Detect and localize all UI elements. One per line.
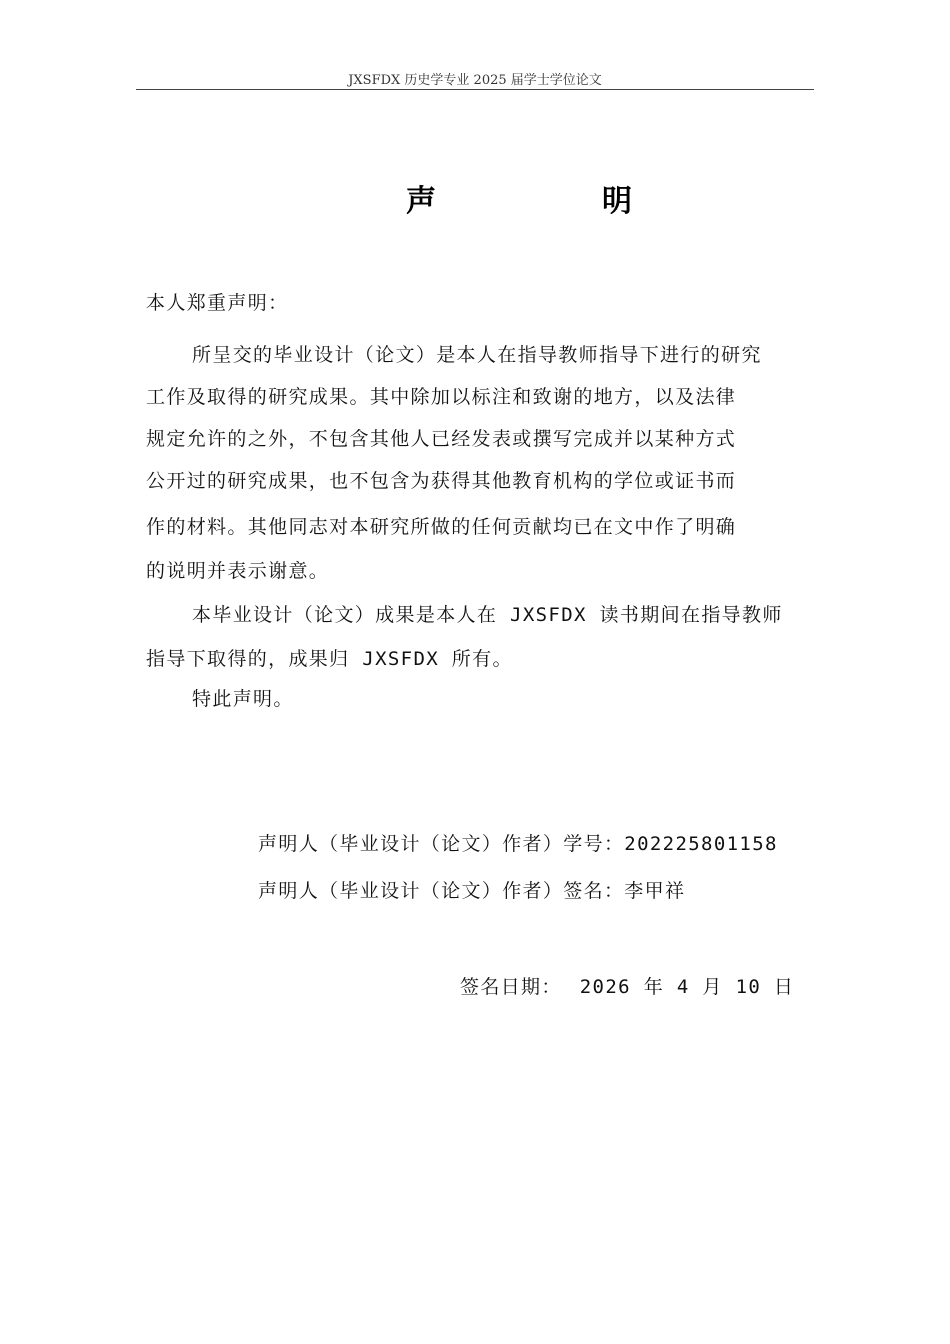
running-header: JXSFDX 历史学专业 2025 届学士学位论文 bbox=[348, 73, 602, 88]
signature-date-value: 2026 年 4 月 10 日 bbox=[579, 976, 795, 998]
signature-date-label: 签名日期： bbox=[460, 976, 562, 998]
signature-student-id: 声明人（毕业设计（论文）作者）学号：202225801158 bbox=[258, 833, 778, 855]
signature-date bbox=[460, 972, 794, 1002]
paragraph1-line: 公开过的研究成果，也不包含为获得其他教育机构的学位或证书而 bbox=[146, 470, 737, 492]
paragraph1-line: 规定允许的之外，不包含其他人已经发表或撰写完成并以某种方式 bbox=[146, 428, 737, 450]
page-title-char-1: 声 bbox=[406, 184, 436, 219]
declaration-closing: 特此声明。 bbox=[192, 688, 294, 710]
paragraph1-line: 作的材料。其他同志对本研究所做的任何贡献均已在文中作了明确 bbox=[146, 516, 737, 538]
declaration-opening: 本人郑重声明： bbox=[146, 292, 289, 314]
paragraph1-line: 的说明并表示谢意。 bbox=[146, 560, 330, 582]
header-rule bbox=[136, 89, 814, 90]
paragraph2-line: 指导下取得的，成果归 JXSFDX 所有。 bbox=[146, 648, 513, 670]
paragraph1-line: 工作及取得的研究成果。其中除加以标注和致谢的地方，以及法律 bbox=[146, 386, 737, 408]
signature-name: 声明人（毕业设计（论文）作者）签名：李甲祥 bbox=[258, 880, 686, 902]
paragraph1-line: 所呈交的毕业设计（论文）是本人在指导教师指导下进行的研究 bbox=[192, 344, 762, 366]
paragraph2-line: 本毕业设计（论文）成果是本人在 JXSFDX 读书期间在指导教师 bbox=[192, 604, 783, 626]
page-title-char-2: 明 bbox=[602, 184, 632, 219]
